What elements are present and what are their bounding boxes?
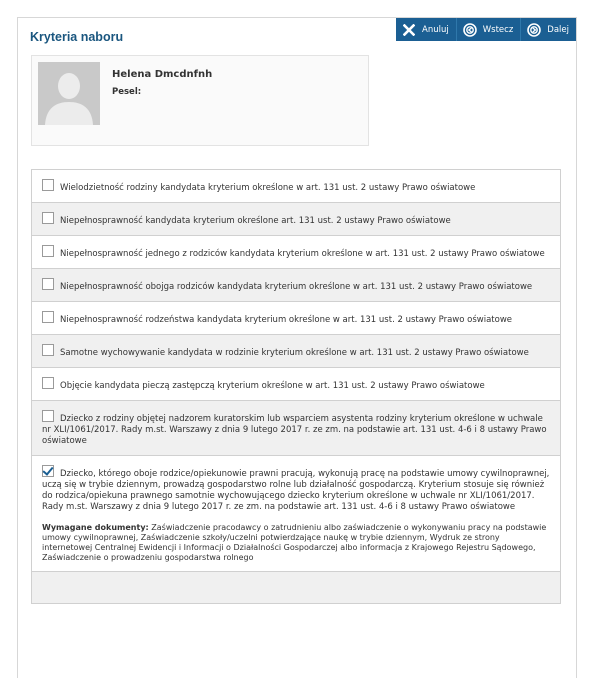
criterion-checkbox[interactable] (42, 278, 54, 290)
list-item (32, 335, 560, 368)
required-documents-text: Zaświadczenie pracodawcy o zatrudnieniu albo zaświadczenie o wykonywaniu pracy na podstawie umowy cywilnoprawnej, Zaświadczenie szkoły/uczelni potwierdzające naukę w trybie dziennym, Wydruk ze strony internetowej Centralnej Ewidencji i Informacji o Działalności Gospodarczej albo informacja z Krajowego Rejestru Sądowego, Zaświadczenie o prowadzeniu gospodarstwa rolnego (42, 523, 547, 562)
criterion-label: Niepełnosprawność jednego z rodziców kandydata kryterium określone w art. 131 ust. 2 ustawy Prawo oświatowe (60, 249, 545, 259)
criteria-panel (17, 17, 577, 678)
criterion-checkbox[interactable] (42, 179, 54, 191)
criterion-label: Niepełnosprawność kandydata kryterium określone art. 131 ust. 2 ustawy Prawo oświatowe (60, 216, 451, 226)
criterion-label: Niepełnosprawność obojga rodziców kandydata kryterium określone w art. 131 ust. 2 ustawy Prawo oświatowe (60, 282, 533, 292)
criteria-list (31, 169, 561, 604)
user-silhouette-icon (38, 62, 100, 125)
back-button-label: Wstecz (482, 24, 514, 35)
next-button[interactable] (520, 18, 576, 41)
criterion-checkbox[interactable] (42, 410, 54, 422)
avatar (38, 62, 100, 125)
back-button[interactable] (456, 18, 521, 41)
arrow-right-circle-icon (527, 23, 541, 37)
list-item (32, 170, 560, 203)
page-title: Kryteria naboru (30, 30, 124, 44)
criterion-label: Niepełnosprawność rodzeństwa kandydata kryterium określone w art. 131 ust. 2 ustawy Prawo oświatowe (60, 315, 513, 325)
pesel-row (112, 87, 141, 97)
criterion-checkbox[interactable] (42, 245, 54, 257)
cancel-button[interactable] (396, 18, 456, 41)
criterion-label: Objęcie kandydata pieczą zastępczą kryterium określone w art. 131 ust. 2 ustawy Prawo oświatowe (60, 381, 485, 391)
list-item (32, 236, 560, 269)
criterion-label: Dziecko z rodziny objętej nadzorem kuratorskim lub wsparciem asystenta rodziny kryterium określone w uchwale nr XLI/1061/2017. Rady m.st. Warszawy z dnia 9 lutego 2017 r. ze zm. na podstawie art. 131 ust. 4-6 i 8 ustawy Prawo oświatowe (42, 414, 547, 446)
list-item (32, 203, 560, 236)
close-icon (402, 23, 416, 37)
arrow-left-circle-icon (463, 23, 477, 37)
list-item (32, 456, 560, 572)
list-item (32, 302, 560, 335)
next-button-label: Dalej (547, 24, 569, 35)
criterion-checkbox[interactable] (42, 311, 54, 323)
pesel-label: Pesel: (112, 87, 142, 97)
criterion-checkbox-checked[interactable] (42, 465, 54, 477)
criterion-checkbox[interactable] (42, 377, 54, 389)
list-item (32, 572, 560, 604)
cancel-button-label: Anuluj (422, 24, 449, 35)
required-documents-label: Wymagane dokumenty: (42, 523, 149, 532)
criterion-label: Dziecko, którego oboje rodzice/opiekunowie prawni pracują, wykonują pracę na podstawie umowy cywilnoprawnej, uczą się w trybie dziennym, prowadzą gospodarstwo rolne lub działalność gospodarczą. Kryterium stosuje się również do rodzica/opiekuna prawnego samotnie wychowującego dziecko kryterium określone w uchwale nr XLI/1061/2017. Rady m.st. Warszawy z dnia 9 lutego 2017 r. ze zm. na podstawie art. 131 ust. 4-6 i 8 ustawy Prawo oświatowe (42, 469, 550, 512)
candidate-name: Helena Dmcdnfnh (112, 69, 213, 80)
toolbar (396, 18, 576, 41)
list-item (32, 401, 560, 456)
required-documents (42, 523, 550, 563)
candidate-card (31, 55, 369, 146)
criterion-label: Samotne wychowywanie kandydata w rodzinie kryterium określone w art. 131 ust. 2 ustawy Prawo oświatowe (60, 348, 529, 358)
list-item (32, 368, 560, 401)
criterion-checkbox[interactable] (42, 212, 54, 224)
list-item (32, 269, 560, 302)
criterion-checkbox[interactable] (42, 344, 54, 356)
criterion-label: Wielodzietność rodziny kandydata kryterium określone w art. 131 ust. 2 ustawy Prawo oświatowe (60, 183, 476, 193)
